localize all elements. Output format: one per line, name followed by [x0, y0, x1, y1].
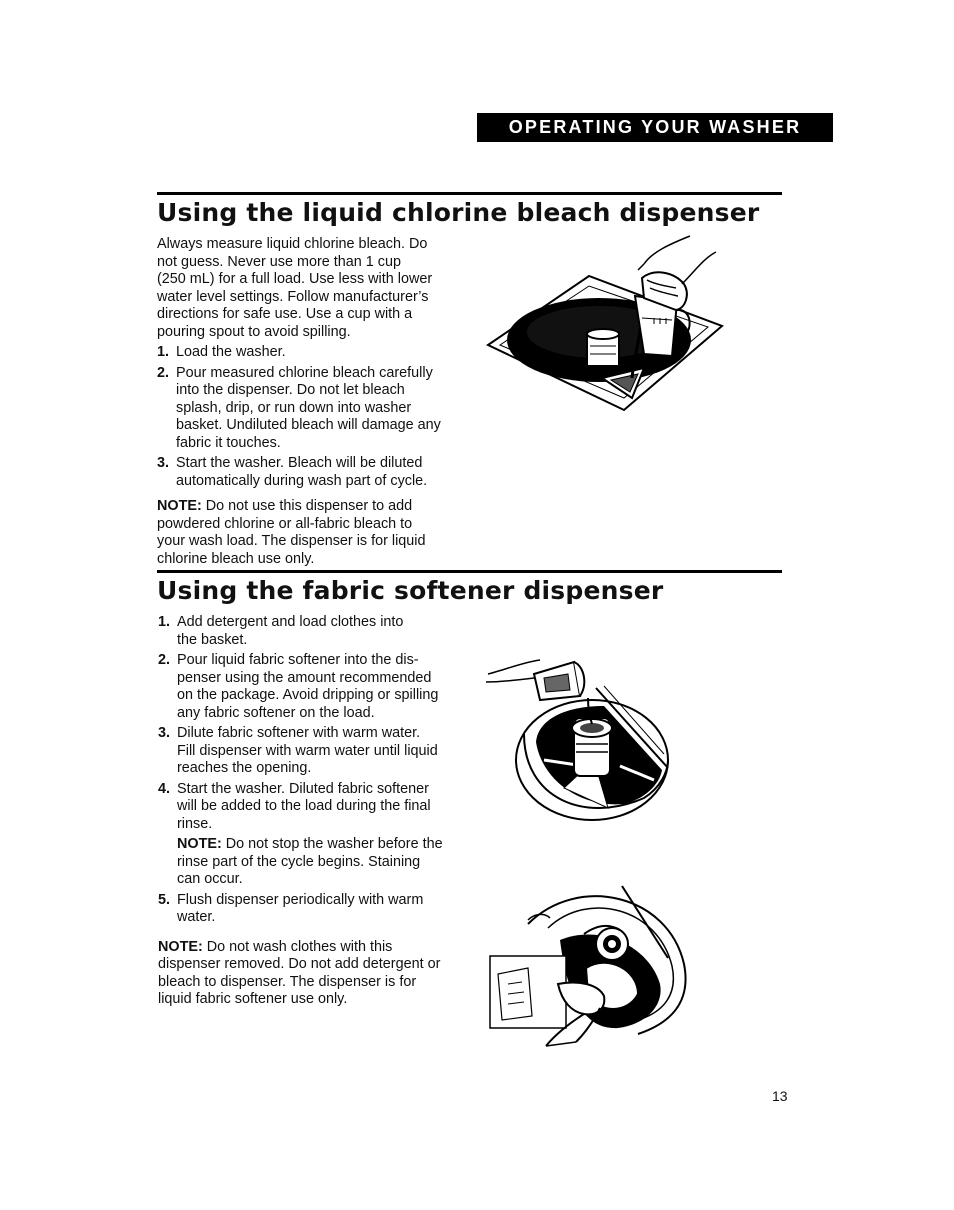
list-item: 4. Start the washer. Diluted fabric softener will be added to the load during the final rinse. NOTE: Do not stop the washer before the rinse part of the cycle begins. Staining can occur.: [158, 781, 473, 889]
softener-note: NOTE: Do not wash clothes with this dispenser removed. Do not add detergent or bleach to dispenser. The dispenser is for liquid fabric softener use only.: [158, 938, 441, 1007]
softener-body: [158, 614, 473, 1009]
bleach-note: NOTE: Do not use this dispenser to add powdered chlorine or all-fabric bleach to your wash load. The dispenser is for liquid chlorine bleach use only.: [157, 498, 426, 567]
softener-section-title: Using the fabric softener dispenser: [157, 576, 664, 605]
bleach-intro: Always measure liquid chlorine bleach. Do not guess. Never use more than 1 cup (250 mL) for a full load. Use less with lower water level settings. Follow manufacturer’s directions for safe use. Use a cup with a pouring spout to avoid spilling.: [157, 236, 433, 340]
list-item: 1. Add detergent and load clothes into the basket.: [158, 614, 404, 648]
softener-inner-note: NOTE: Do not stop the washer before the rinse part of the cycle begins. Staining can occur.: [177, 836, 443, 887]
section-rule-bleach: [157, 192, 782, 195]
section-rule-softener: [157, 570, 782, 573]
bleach-body: [157, 236, 467, 568]
list-item: 3. Dilute fabric softener with warm water. Fill dispenser with warm water until liquid reaches the opening.: [158, 725, 438, 776]
softener-steps: [158, 614, 473, 927]
list-item: 2. Pour liquid fabric softener into the dis- penser using the amount recommended on the package. Avoid dripping or spilling any fabric softener on the load.: [158, 652, 439, 721]
list-item: 1. Load the washer.: [157, 344, 286, 360]
bleach-steps: [157, 344, 467, 490]
section-header-band: OPERATING YOUR WASHER: [477, 113, 833, 142]
bleach-pouring-illustration: [484, 228, 724, 413]
list-item: 2. Pour measured chlorine bleach carefully into the dispenser. Do not let bleach splash, drip, or run down into washer basket. Undiluted bleach will damage any fabric it touches.: [157, 364, 441, 451]
list-item: 5. Flush dispenser periodically with warm water.: [158, 891, 424, 925]
page-number: 13: [772, 1088, 788, 1104]
softener-pouring-illustration: [484, 648, 674, 824]
list-item: 3. Start the washer. Bleach will be diluted automatically during wash part of cycle.: [157, 455, 428, 489]
dispenser-removal-illustration: [488, 884, 692, 1050]
bleach-section-title: Using the liquid chlorine bleach dispenser: [157, 198, 760, 227]
